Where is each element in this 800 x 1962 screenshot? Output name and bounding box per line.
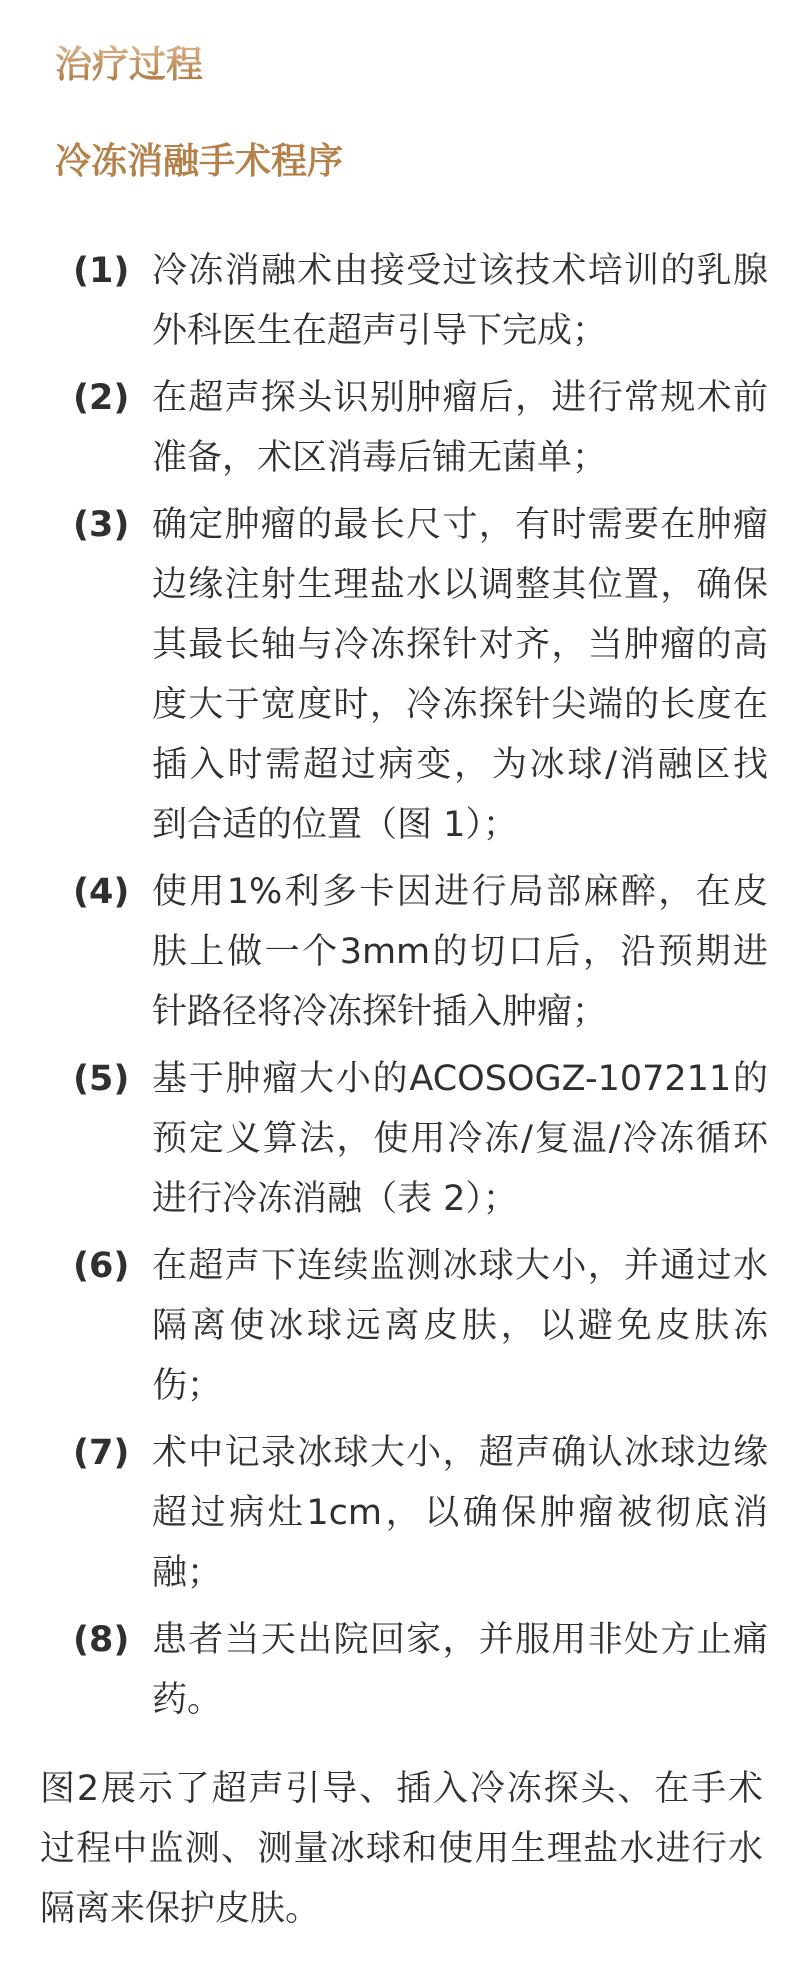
procedure-item xyxy=(73,862,768,1042)
text-line: 准备，术区消毒后铺无菌单； xyxy=(152,438,608,478)
item-text xyxy=(152,862,768,1042)
item-number: (3) xyxy=(73,505,130,545)
item-text xyxy=(152,241,768,361)
page-title: 治疗过程 xyxy=(55,42,203,86)
text-line: 确定肿瘤的最长尺寸，有时需要在肿瘤 xyxy=(152,505,768,545)
item-text xyxy=(152,1423,768,1603)
item-text xyxy=(152,1610,768,1730)
item-number: (6) xyxy=(73,1246,130,1286)
item-number: (5) xyxy=(73,1059,130,1099)
item-text xyxy=(152,1049,768,1229)
text-line: 肤上做一个3mm的切口后，沿预期进 xyxy=(152,932,768,972)
text-line: 基于肿瘤大小的ACOSOGZ-107211的 xyxy=(152,1059,768,1099)
procedure-item xyxy=(73,1049,768,1229)
procedure-item xyxy=(73,1236,768,1416)
text-line: 冷冻消融术由接受过该技术培训的乳腺 xyxy=(152,251,768,291)
text-line: 图2展示了超声引导、插入冷冻探头、在手术 xyxy=(40,1769,763,1809)
closing-paragraph xyxy=(40,1759,763,1939)
text-line: 插入时需超过病变，为冰球/消融区找 xyxy=(152,745,768,785)
text-line: 针路径将冷冻探针插入肿瘤； xyxy=(152,992,608,1032)
item-text xyxy=(152,495,768,855)
procedure-item xyxy=(73,1610,768,1730)
section-heading: 冷冻消融手术程序 xyxy=(55,141,344,182)
text-line: 隔离来保护皮肤。 xyxy=(40,1889,321,1929)
item-number: (4) xyxy=(73,872,130,912)
text-line: 伤； xyxy=(152,1366,223,1406)
text-line: 预定义算法，使用冷冻/复温/冷冻循环 xyxy=(152,1119,768,1159)
text-line: 在超声探头识别肿瘤后，进行常规术前 xyxy=(152,378,768,418)
procedure-item xyxy=(73,1423,768,1603)
text-line: 术中记录冰球大小，超声确认冰球边缘 xyxy=(152,1433,768,1473)
text-line: 超过病灶1cm，以确保肿瘤被彻底消 xyxy=(152,1493,768,1533)
text-line: 度大于宽度时，冷冻探针尖端的长度在 xyxy=(152,685,768,725)
item-number: (7) xyxy=(73,1433,130,1473)
procedure-item xyxy=(73,368,768,488)
text-line: 到合适的位置（图 1）； xyxy=(152,805,518,845)
text-line: 使用1%利多卡因进行局部麻醉，在皮 xyxy=(152,872,768,912)
procedure-item xyxy=(73,241,768,361)
text-line: 隔离使冰球远离皮肤，以避免皮肤冻 xyxy=(152,1306,768,1346)
item-number: (2) xyxy=(73,378,130,418)
text-line: 边缘注射生理盐水以调整其位置，确保 xyxy=(152,565,768,605)
text-line: 进行冷冻消融（表 2）； xyxy=(152,1179,518,1219)
text-line: 患者当天出院回家，并服用非处方止痛 xyxy=(152,1620,768,1660)
text-line: 过程中监测、测量冰球和使用生理盐水进行水 xyxy=(40,1829,763,1869)
procedure-list xyxy=(73,241,768,1730)
item-text xyxy=(152,368,768,488)
item-text xyxy=(152,1236,768,1416)
text-line: 融； xyxy=(152,1553,223,1593)
text-line: 其最长轴与冷冻探针对齐，当肿瘤的高 xyxy=(152,625,768,665)
text-line: 药。 xyxy=(152,1680,223,1720)
item-number: (8) xyxy=(73,1620,130,1660)
text-line: 在超声下连续监测冰球大小，并通过水 xyxy=(152,1246,768,1286)
text-line: 外科医生在超声引导下完成； xyxy=(152,311,608,351)
item-number: (1) xyxy=(73,251,130,291)
procedure-item xyxy=(73,495,768,855)
